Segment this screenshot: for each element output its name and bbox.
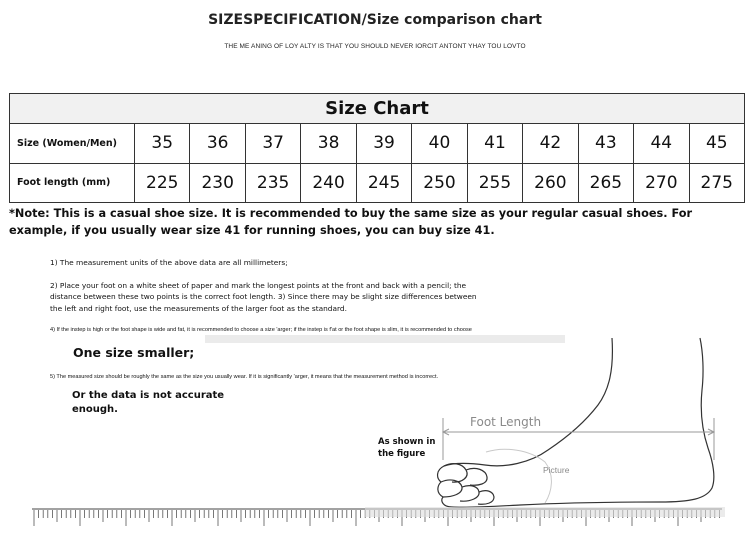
table-heading: Size Chart [10, 94, 745, 124]
length-row-label: Foot length (mm) [10, 163, 135, 203]
length-cell: 235 [245, 163, 300, 203]
as-shown-line1: As shown in [378, 437, 436, 447]
size-cell: 41 [467, 124, 522, 164]
size-cell: 42 [523, 124, 578, 164]
ruler-watermark [365, 507, 725, 517]
length-cell: 270 [634, 163, 689, 203]
length-cell: 225 [135, 163, 190, 203]
instruction-5: 5) The measured size should be roughly the same as the size you usually wear. If it is significantly 'arger, it means that the measurement method is incorrect. [50, 374, 439, 380]
size-cell: 40 [412, 124, 467, 164]
size-cell: 35 [135, 124, 190, 164]
instruction-2-line3: the left and right foot, use the measurements of the larger foot as the standard. [50, 304, 347, 313]
foot-measurement-diagram [0, 330, 750, 544]
picture-guide-curve [486, 449, 551, 503]
blurred-banner [205, 335, 565, 343]
instruction-2-line1: 2) Place your foot on a white sheet of paper and mark the longest points at the front and back with a pencil; the [50, 281, 467, 290]
length-cell: 250 [412, 163, 467, 203]
size-cell: 43 [578, 124, 633, 164]
length-cell: 240 [301, 163, 356, 203]
size-cell: 39 [356, 124, 411, 164]
or-data-line2: enough. [72, 404, 118, 415]
instruction-2-line2: distance between these two points is the correct foot length. 3) Since there may be slight size differences between [50, 292, 477, 301]
ruler [32, 507, 725, 526]
size-row-label: Size (Women/Men) [10, 124, 135, 164]
size-chart-table [9, 93, 745, 203]
length-cell: 275 [689, 163, 744, 203]
length-cell: 230 [190, 163, 245, 203]
length-cell: 245 [356, 163, 411, 203]
or-data-line1: Or the data is not accurate [72, 390, 225, 401]
size-cell: 38 [301, 124, 356, 164]
size-cell: 44 [634, 124, 689, 164]
size-row [10, 124, 745, 164]
size-cell: 45 [689, 124, 744, 164]
page-subtitle: THE ME ANING OF LOY ALTY IS THAT YOU SHOULD NEVER IORCIT ANTONT YHAY TOU LOVTO [224, 43, 526, 50]
foot-length-label: Foot Length [470, 415, 542, 429]
size-cell: 37 [245, 124, 300, 164]
length-cell: 265 [578, 163, 633, 203]
table-heading-row [10, 94, 745, 124]
as-shown-line2: the figure [378, 449, 426, 459]
one-size-smaller: One size smaller; [73, 345, 195, 360]
size-note: *Note: This is a casual shoe size. It is recommended to buy the same size as your regular casual shoes. For example, if you usually wear size 41 for running shoes, you can buy size 41. [9, 207, 693, 237]
page-title: SIZESPECIFICATION/Size comparison chart [208, 12, 542, 28]
size-cell: 36 [190, 124, 245, 164]
instruction-1: 1) The measurement units of the above data are all millimeters; [50, 258, 288, 267]
length-row [10, 163, 745, 203]
length-cell: 260 [523, 163, 578, 203]
picture-label: Picture [543, 465, 570, 475]
length-cell: 255 [467, 163, 522, 203]
instruction-4: 4) If the instep is high or the foot shape is wide and fat, it is recommended to choose a size 'arger; if the instep is f'at or the foot shape is slim, it is recommended to choose [50, 327, 472, 333]
